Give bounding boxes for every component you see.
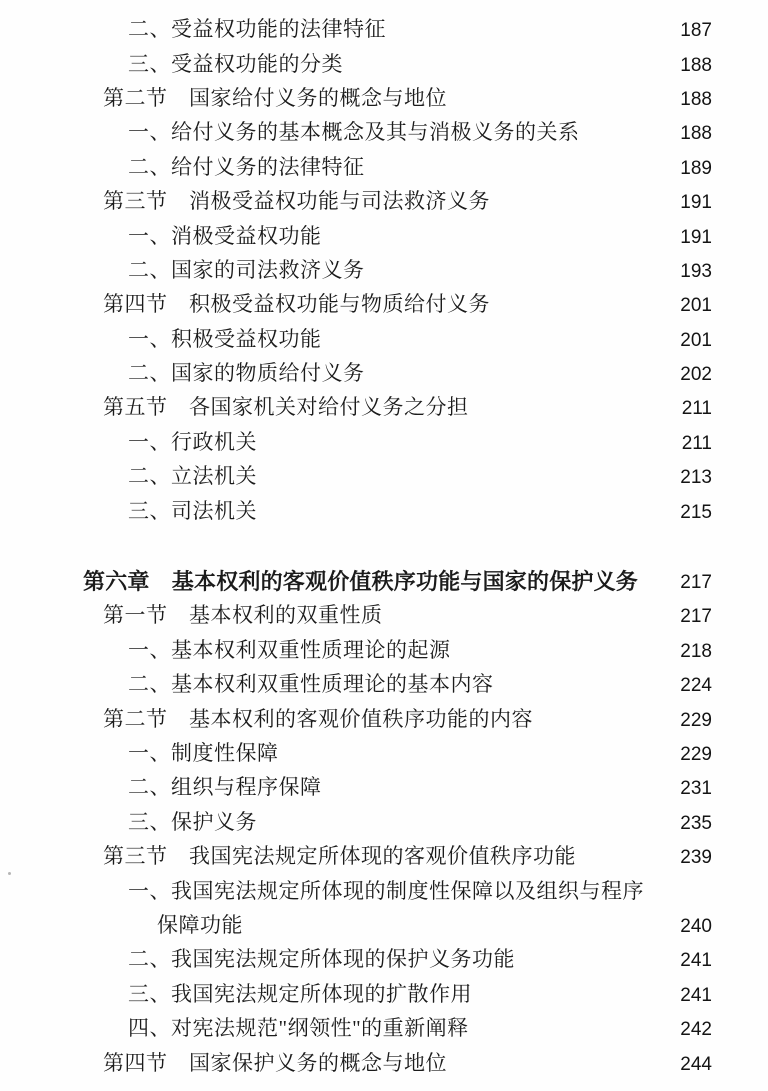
toc-entry xyxy=(0,458,768,492)
toc-entry-text: 第二节 国家给付义务的概念与地位 xyxy=(103,85,447,110)
toc-entry-text: 一、给付义务的基本概念及其与消极义务的关系 xyxy=(128,120,580,145)
toc-entry-page-number: 188 xyxy=(680,123,712,145)
toc-entry-text: 二、立法机关 xyxy=(128,464,257,489)
toc-entry xyxy=(0,321,768,355)
toc-entry-page-number: 231 xyxy=(680,778,712,800)
toc-entry xyxy=(0,492,768,526)
toc-entry xyxy=(0,735,768,769)
toc-entry-page-number: 239 xyxy=(680,847,712,869)
toc-entry-text: 第五节 各国家机关对给付义务之分担 xyxy=(103,395,469,420)
toc-entry-page-number: 193 xyxy=(680,260,712,282)
toc-entry-page-number: 191 xyxy=(680,226,712,248)
toc-entry xyxy=(0,563,768,597)
toc-entry xyxy=(0,1010,768,1044)
toc-entry-text: 一、消极受益权功能 xyxy=(128,223,322,248)
toc-entry-page-number: 218 xyxy=(680,640,712,662)
toc-entry xyxy=(0,286,768,320)
toc-entry-page-number: 229 xyxy=(680,744,712,765)
toc-entry xyxy=(0,838,768,872)
toc-entry-text: 二、基本权利双重性质理论的基本内容 xyxy=(128,672,494,697)
toc-entry xyxy=(0,632,768,666)
toc-entry-page-number: 189 xyxy=(680,157,712,179)
toc-entry xyxy=(0,217,768,251)
toc-entry-page-number: 202 xyxy=(680,364,712,386)
toc-entry-text: 一、行政机关 xyxy=(128,429,257,454)
toc-entry-text: 二、国家的司法救济义务 xyxy=(128,257,365,282)
toc-entry-page-number: 235 xyxy=(680,812,712,834)
toc-entry xyxy=(0,424,768,458)
toc-entry xyxy=(0,907,768,941)
toc-entry xyxy=(0,597,768,631)
toc-entry-text: 三、我国宪法规定所体现的扩散作用 xyxy=(128,981,472,1006)
toc-entry-page-number: 224 xyxy=(680,675,712,697)
toc-entry xyxy=(0,11,768,45)
toc-entry xyxy=(0,149,768,183)
toc-entry xyxy=(0,183,768,217)
toc-entry-page-number: 229 xyxy=(680,709,712,731)
toc-entry-text: 二、组织与程序保障 xyxy=(128,775,322,800)
toc-entry-page-number: 191 xyxy=(680,192,712,214)
toc-entry-text: 二、国家的物质给付义务 xyxy=(128,361,365,386)
toc-entry-text: 一、积极受益权功能 xyxy=(128,326,322,351)
toc-entry-text: 第三节 消极受益权功能与司法救济义务 xyxy=(103,189,490,214)
toc-entry-text: 三、保护义务 xyxy=(128,809,257,834)
toc-entry-page-number: 211 xyxy=(681,398,712,420)
toc-entry xyxy=(0,666,768,700)
toc-entry xyxy=(0,769,768,803)
toc-entry xyxy=(0,45,768,79)
toc-entry xyxy=(0,941,768,975)
toc-entry-text: 第二节 基本权利的客观价值秩序功能的内容 xyxy=(103,706,533,731)
toc-entry-text: 一、基本权利双重性质理论的起源 xyxy=(128,637,451,662)
toc-entry-text: 一、我国宪法规定所体现的制度性保障以及组织与程序 xyxy=(128,878,644,903)
toc-entry-text: 第三节 我国宪法规定所体现的客观价值秩序功能 xyxy=(103,844,576,869)
toc-entry-page-number: 201 xyxy=(680,295,712,317)
toc-entry-page-number: 240 xyxy=(680,915,712,937)
toc-entry xyxy=(0,355,768,389)
toc-entry-text: 第四节 国家保护义务的概念与地位 xyxy=(103,1050,447,1075)
toc-entry-page-number: 215 xyxy=(680,501,712,523)
toc-entry xyxy=(0,252,768,286)
toc-entry-text: 二、给付义务的法律特征 xyxy=(128,154,365,179)
toc-entry xyxy=(0,976,768,1010)
toc-entry-text: 三、受益权功能的分类 xyxy=(128,51,343,76)
toc-entry-page-number: 188 xyxy=(680,88,712,110)
toc-entry-page-number: 217 xyxy=(680,572,712,594)
toc-entry xyxy=(0,804,768,838)
toc-entry-page-number: 242 xyxy=(680,1019,712,1041)
toc-entry-page-number: 201 xyxy=(680,329,712,351)
toc-entry-text: 三、司法机关 xyxy=(128,498,257,523)
toc-entry-text: 第一节 基本权利的双重性质 xyxy=(103,603,383,628)
toc-entry-page-number: 213 xyxy=(680,467,712,489)
toc-entry-page-number: 187 xyxy=(680,20,712,42)
scan-speck xyxy=(8,872,11,875)
toc-entry-text: 二、我国宪法规定所体现的保护义务功能 xyxy=(128,947,515,972)
toc-entry-text: 二、受益权功能的法律特征 xyxy=(128,17,386,42)
toc-entry-page-number: 241 xyxy=(680,984,712,1006)
toc-entry-text: 一、制度性保障 xyxy=(128,741,279,765)
toc-entry xyxy=(0,114,768,148)
toc-entry-page-number: 244 xyxy=(680,1053,712,1075)
toc-entry-page-number: 211 xyxy=(681,432,712,454)
toc-entry xyxy=(0,80,768,114)
toc-entry-text: 四、对宪法规范"纲领性"的重新阐释 xyxy=(128,1016,469,1041)
toc-entry-page-number: 188 xyxy=(680,54,712,76)
toc-entry xyxy=(0,389,768,423)
toc-entry xyxy=(0,700,768,734)
toc-entry-page-number: 241 xyxy=(680,950,712,972)
toc-entry-text: 第六章 基本权利的客观价值秩序功能与国家的保护义务 xyxy=(83,568,639,594)
toc-entry-text: 保障功能 xyxy=(157,912,243,937)
toc-entry-text: 第四节 积极受益权功能与物质给付义务 xyxy=(103,292,490,317)
toc-entry-page-number: 217 xyxy=(680,606,712,628)
toc-entry xyxy=(0,872,768,906)
toc-entry xyxy=(0,1044,768,1078)
